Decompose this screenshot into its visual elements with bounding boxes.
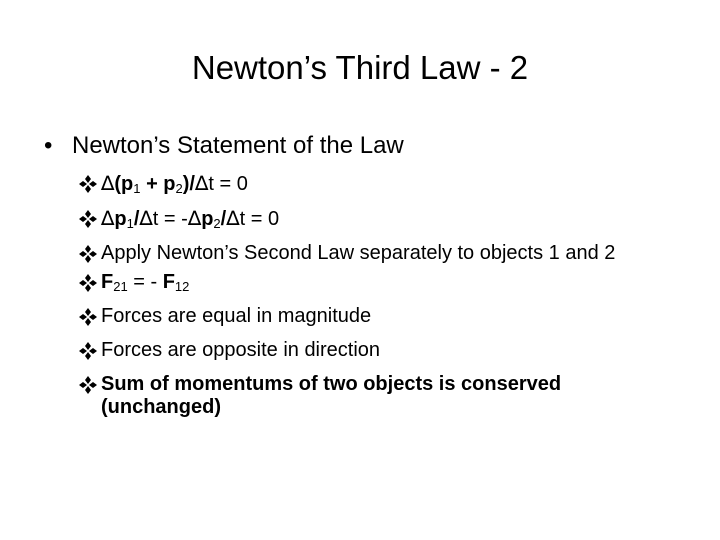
equation-text: (p xyxy=(114,173,134,195)
four-petal-diamond-icon xyxy=(78,244,98,264)
equation-text: t = 0 xyxy=(239,208,280,230)
delta-symbol: ∆ xyxy=(226,206,240,230)
equation-text: p xyxy=(201,208,214,230)
slide-title: Newton’s Third Law - 2 xyxy=(191,49,529,86)
main-point-text: Newton’s Statement of the Law xyxy=(72,132,404,159)
equation-text: + p xyxy=(140,173,176,195)
force-symbol: F xyxy=(162,271,175,293)
force-symbol: F xyxy=(101,271,114,293)
equation-text: / xyxy=(220,208,227,230)
four-petal-diamond-icon xyxy=(78,307,98,327)
four-petal-diamond-icon xyxy=(78,375,98,395)
main-bullet-point xyxy=(44,130,404,162)
sub-bullet-opposite-direction xyxy=(78,339,678,362)
subscript: 2 xyxy=(213,216,221,231)
equation-text: t = 0 xyxy=(208,173,248,195)
subscript: 1 xyxy=(126,216,134,231)
four-petal-diamond-icon xyxy=(78,341,98,361)
equation-text: = - xyxy=(127,271,163,293)
delta-symbol: ∆ xyxy=(194,171,209,195)
bullet-icon: • xyxy=(44,132,53,159)
sub-bullet-momentum-sum-rate xyxy=(78,172,678,196)
sub-bullet-list xyxy=(78,172,678,430)
sub-bullet-text: Apply Newton’s Second Law separately to objects 1 and 2 xyxy=(101,242,616,264)
sub-bullet-text: Forces are opposite in direction xyxy=(101,339,381,361)
sub-bullet-equal-magnitude xyxy=(78,305,678,328)
equation-text: )/ xyxy=(182,173,195,195)
sub-bullet-apply-second-law xyxy=(78,242,678,265)
sub-bullet-force-equation xyxy=(78,271,678,294)
four-petal-diamond-icon xyxy=(78,209,98,229)
subscript: 12 xyxy=(174,279,190,294)
subscript: 1 xyxy=(133,181,141,196)
sub-bullet-momentum-conserved xyxy=(78,373,678,419)
delta-symbol: ∆ xyxy=(187,206,202,230)
equation-text: t = - xyxy=(152,208,188,230)
sub-bullet-text: Forces are equal in magnitude xyxy=(101,305,372,327)
delta-symbol: ∆ xyxy=(101,171,115,195)
delta-symbol: ∆ xyxy=(139,206,153,230)
subscript: 21 xyxy=(113,279,128,294)
four-petal-diamond-icon xyxy=(78,273,98,293)
sub-bullet-momentum-rates xyxy=(78,207,678,231)
subscript: 2 xyxy=(175,181,183,196)
equation-text: / xyxy=(133,208,140,230)
delta-symbol: ∆ xyxy=(101,206,115,230)
equation-text: p xyxy=(114,208,127,230)
four-petal-diamond-icon xyxy=(78,174,98,194)
sub-bullet-text: Sum of momentums of two objects is conserved (unchanged) xyxy=(101,373,562,418)
